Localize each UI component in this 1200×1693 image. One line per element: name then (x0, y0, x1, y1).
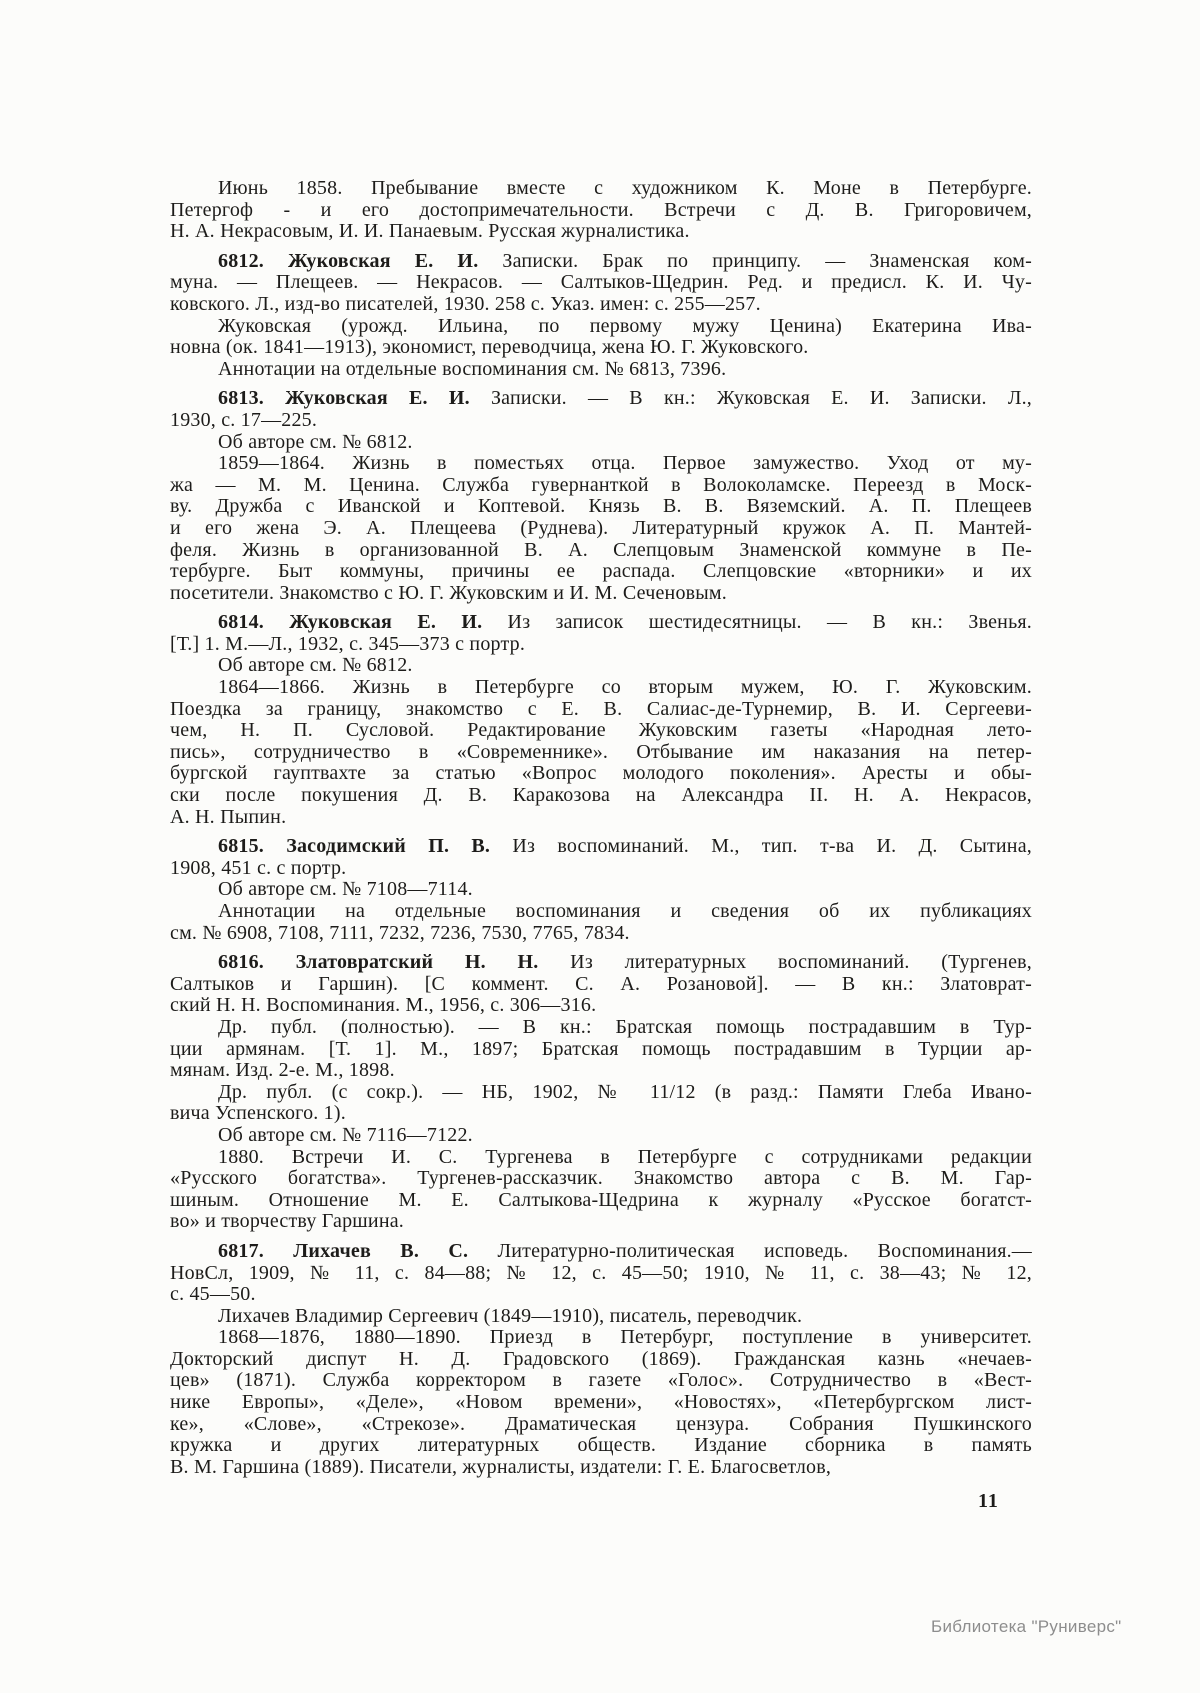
text-line: нике Европы», «Деле», «Новом времени», «Новостях», «Петербургском лист- (170, 1391, 1032, 1414)
paragraph (170, 1082, 1032, 1125)
text-line: ции армянам. [Т. 1]. М., 1897; Братская помощь пострадавшим в Турции ар- (170, 1037, 1032, 1060)
text-line: 6815. Засодимский П. В. Из воспоминаний. М., тип. т-ва И. Д. Сытина, (218, 835, 1032, 858)
text-line: кружка и других литературных обществ. Издание сборника в память (170, 1434, 1032, 1457)
text-line: Июнь 1858. Пребывание вместе с художником К. Моне в Петербурге. (218, 177, 1032, 199)
entry-6816 (170, 952, 1032, 1017)
text-line: Об авторе см. № 7108—7114. (218, 878, 473, 901)
text-line: Жуковская (урожд. Ильина, по первому мужу Ценина) Екатерина Ива- (218, 314, 1032, 337)
entry-6813 (170, 388, 1032, 431)
paragraph (170, 359, 1032, 381)
text-line: 1880. Встречи И. С. Тургенева в Петербурге с сотрудниками редакции (218, 1145, 1032, 1168)
page-text (170, 178, 1032, 1478)
watermark: Библиотека "Руниверс" (931, 1617, 1122, 1636)
paragraph (170, 1017, 1032, 1082)
text-line: Аннотации на отдельные воспоминания и сведения об их публикациях (218, 900, 1032, 922)
paragraph (170, 655, 1032, 677)
entry-heading: 6812. Жуковская Е. И. (218, 249, 479, 272)
text-line: 6813. Жуковская Е. И. Записки. — В кн.: Жуковская Е. И. Записки. Л., (218, 387, 1033, 410)
text-line: Салтыков и Гаршин). [С коммент. С. А. Розановой]. — В кн.: Златоврат- (170, 972, 1032, 995)
entry-6812 (170, 251, 1032, 316)
text-line: 6814. Жуковская Е. И. Из записок шестидесятницы. — В кн.: Звенья. (218, 611, 1032, 634)
text-line: ский Н. Н. Воспоминания. М., 1956, с. 306—316. (170, 994, 597, 1017)
text-line: 1930, с. 17—225. (170, 408, 318, 431)
text-line: цев» (1871). Служба корректором в газете «Голос». Сотрудничество в «Вест- (170, 1369, 1032, 1392)
text-line: «Русского богатства». Тургенев-рассказчик. Знакомство автора с В. М. Гар- (170, 1167, 1032, 1190)
entry-heading: 6814. Жуковская Е. И. (218, 611, 483, 634)
text-line: 6812. Жуковская Е. И. Записки. Брак по принципу. — Знаменская ком- (218, 249, 1032, 272)
paragraph (170, 432, 1032, 454)
paragraph (170, 901, 1032, 944)
text-line: 1864—1866. Жизнь в Петербурге со вторым мужем, Ю. Г. Жуковским. (218, 676, 1032, 699)
text-line: 6816. Златовратский Н. Н. Из литературных воспоминаний. (Тургенев, (218, 951, 1032, 974)
text-line: шиным. Отношение М. Е. Салтыкова-Щедрина к журналу «Русское богатст- (170, 1188, 1032, 1211)
text-line: Поездка за границу, знакомство с Е. В. Салиас-де-Турнемир, В. И. Сергееви- (170, 697, 1032, 720)
entry-6817 (170, 1241, 1032, 1306)
text-line: Др. публ. (полностью). — В кн.: Братская помощь пострадавшим в Тур- (218, 1015, 1032, 1038)
text-line: муна. — Плещеев. — Некрасов. — Салтыков-Щедрин. Ред. и предисл. К. И. Чу- (170, 271, 1032, 294)
entry-6815 (170, 836, 1032, 879)
page-number: 11 (978, 1490, 999, 1512)
text-line: чем, Н. П. Сусловой. Редактирование Жуковским газеты «Народная лето- (170, 719, 1032, 742)
paragraph (170, 1327, 1032, 1478)
entry-heading: 6817. Лихачев В. С. (218, 1239, 469, 1262)
paragraph (170, 677, 1032, 828)
text-line: бургской гауптвахте за статью «Вопрос молодого поколения». Аресты и обы- (170, 762, 1032, 785)
text-line: Об авторе см. № 6812. (218, 430, 413, 453)
text-line: пись», сотрудничество в «Современнике». Отбывание им наказания на петер- (170, 740, 1032, 763)
text-line: Докторский диспут Н. Д. Градовского (1869). Гражданская казнь «нечаев- (170, 1347, 1032, 1370)
text-line: ву. Дружба с Иванской и Коптевой. Князь В. В. Вяземский. А. П. Плещеев (170, 495, 1032, 518)
text-line: тербурге. Быт коммуны, причины ее распада. Слепцовские «вторники» и их (170, 560, 1032, 583)
text-line: жа — М. М. Ценина. Служба гувернанткой в Волоколамске. Переезд в Моск- (170, 473, 1032, 496)
entry-heading: 6815. Засодимский П. В. (218, 835, 491, 858)
entry-heading: 6813. Жуковская Е. И. (218, 387, 470, 410)
text-line: ке», «Слове», «Стрекозе». Драматическая цензура. Собрания Пушкинского (170, 1412, 1032, 1435)
text-line: ски после покушения Д. В. Каракозова на Александра II. Н. А. Некрасов, (170, 784, 1032, 807)
text-line: и его жена Э. А. Плещеева (Руднева). Литературный кружок А. П. Мантей- (170, 516, 1032, 539)
paragraph (170, 178, 1032, 243)
text-line: Др. публ. (с сокр.). — НБ, 1902, № 11/12 (в разд.: Памяти Глеба Ивано- (218, 1080, 1032, 1103)
text-line: Петергоф - и его достопримечательности. Встречи с Д. В. Григоровичем, (170, 198, 1032, 221)
paragraph (170, 1147, 1032, 1233)
text-line: НовСл, 1909, № 11, с. 84—88; № 12, с. 45—50; 1910, № 11, с. 38—43; № 12, (170, 1261, 1032, 1284)
text-line: Аннотации на отдельные воспоминания см. № 6813, 7396. (218, 357, 727, 380)
text-line: 1859—1864. Жизнь в поместьях отца. Первое замужество. Уход от му- (218, 452, 1032, 475)
entry-6814 (170, 612, 1032, 655)
text-line: посетители. Знакомство с Ю. Г. Жуковским и И. М. Сеченовым. (170, 581, 727, 604)
text-line: 1908, 451 с. с портр. (170, 856, 347, 879)
text-line: см. № 6908, 7108, 7111, 7232, 7236, 7530, 7765, 7834. (170, 921, 630, 944)
paragraph (170, 316, 1032, 359)
text-line: новна (ок. 1841—1913), экономист, переводчица, жена Ю. Г. Жуковского. (170, 336, 809, 359)
paragraph (170, 1306, 1032, 1328)
text-line: во» и творчеству Гаршина. (170, 1210, 404, 1233)
paragraph (170, 453, 1032, 604)
text-line: Н. А. Некрасовым, И. И. Панаевым. Русская журналистика. (170, 220, 690, 243)
text-line: с. 45—50. (170, 1283, 256, 1306)
text-line: ковского. Л., изд-во писателей, 1930. 258 с. Указ. имен: с. 255—257. (170, 292, 761, 315)
text-line: вича Успенского. 1). (170, 1102, 346, 1125)
text-line: [Т.] 1. М.—Л., 1932, с. 345—373 с портр. (170, 632, 526, 655)
text-line: А. Н. Пыпин. (170, 805, 287, 828)
text-line: Об авторе см. № 6812. (218, 654, 413, 677)
paragraph (170, 879, 1032, 901)
text-line: феля. Жизнь в организованной В. А. Слепцовым Знаменской коммуне в Пе- (170, 538, 1032, 561)
text-line: 6817. Лихачев В. С. Литературно-политическая исповедь. Воспоминания.— (218, 1239, 1032, 1262)
text-line: В. М. Гаршина (1889). Писатели, журналисты, издатели: Г. Е. Благосветлов, (170, 1455, 832, 1478)
text-line: Об авторе см. № 7116—7122. (218, 1123, 473, 1146)
text-line: мянам. Изд. 2-е. М., 1898. (170, 1059, 395, 1082)
paragraph (170, 1125, 1032, 1147)
text-line: 1868—1876, 1880—1890. Приезд в Петербург, поступление в университет. (218, 1326, 1032, 1349)
text-line: Лихачев Владимир Сергеевич (1849—1910), писатель, переводчик. (218, 1304, 803, 1327)
entry-heading: 6816. Златовратский Н. Н. (218, 951, 539, 974)
